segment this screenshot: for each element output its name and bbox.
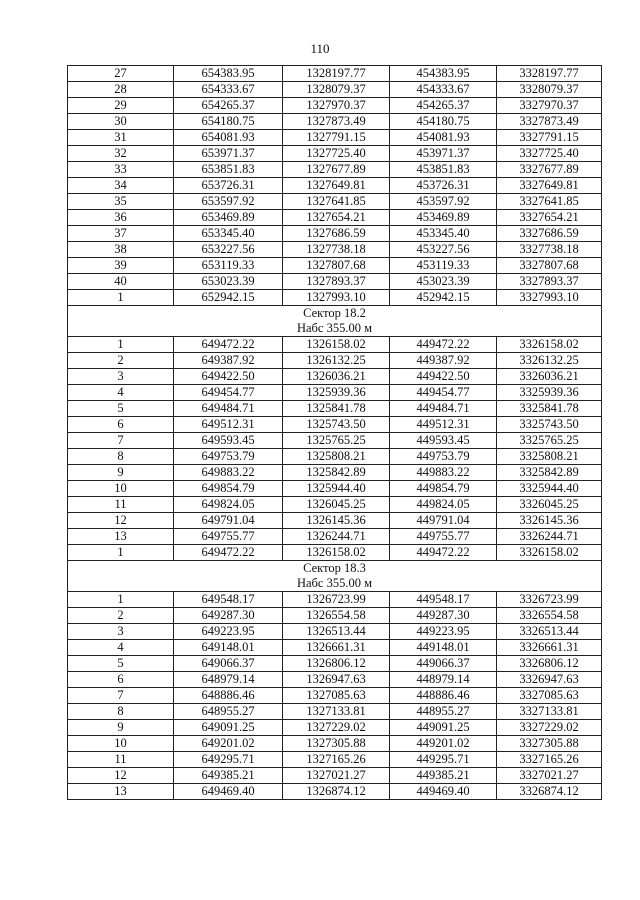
y-local-coordinate-cell: 3328079.37: [497, 82, 602, 98]
table-row: [68, 752, 602, 768]
table-row: [68, 353, 602, 369]
y-coordinate-cell: 1326158.02: [283, 337, 390, 353]
y-local-coordinate-cell: 3327649.81: [497, 178, 602, 194]
page-number: 110: [310, 41, 330, 56]
y-local-coordinate-cell: 3327677.89: [497, 162, 602, 178]
table-row: [68, 98, 602, 114]
y-coordinate-cell: 1327305.88: [283, 736, 390, 752]
y-local-coordinate-cell: 3326244.71: [497, 529, 602, 545]
sector-elevation-row: [68, 321, 602, 337]
x-coordinate-cell: 653227.56: [174, 242, 283, 258]
table-row: [68, 529, 602, 545]
x-coordinate-cell: 649472.22: [174, 337, 283, 353]
y-coordinate-cell: 1326244.71: [283, 529, 390, 545]
x-local-coordinate-cell: 448886.46: [390, 688, 497, 704]
x-coordinate-cell: 653345.40: [174, 226, 283, 242]
y-local-coordinate-cell: 3326036.21: [497, 369, 602, 385]
table-row: [68, 465, 602, 481]
x-local-coordinate-cell: 449385.21: [390, 768, 497, 784]
x-local-coordinate-cell: 449883.22: [390, 465, 497, 481]
point-number-cell: 5: [68, 656, 174, 672]
sector-elevation-row: [68, 576, 602, 592]
y-local-coordinate-cell: 3326045.25: [497, 497, 602, 513]
x-local-coordinate-cell: 449148.01: [390, 640, 497, 656]
point-number-cell: 9: [68, 720, 174, 736]
table-row: [68, 194, 602, 210]
x-coordinate-cell: 649223.95: [174, 624, 283, 640]
y-coordinate-cell: 1325842.89: [283, 465, 390, 481]
point-number-cell: 8: [68, 704, 174, 720]
x-coordinate-cell: 649593.45: [174, 433, 283, 449]
y-local-coordinate-cell: 3327085.63: [497, 688, 602, 704]
x-coordinate-cell: 649854.79: [174, 481, 283, 497]
x-local-coordinate-cell: 449593.45: [390, 433, 497, 449]
table-row: [68, 369, 602, 385]
point-number-cell: 13: [68, 784, 174, 800]
y-coordinate-cell: 1325765.25: [283, 433, 390, 449]
y-coordinate-cell: 1327993.10: [283, 290, 390, 306]
point-number-cell: 32: [68, 146, 174, 162]
y-coordinate-cell: 1327873.49: [283, 114, 390, 130]
x-local-coordinate-cell: 449548.17: [390, 592, 497, 608]
point-number-cell: 36: [68, 210, 174, 226]
x-coordinate-cell: 649385.21: [174, 768, 283, 784]
point-number-cell: 4: [68, 385, 174, 401]
table-row: [68, 290, 602, 306]
y-coordinate-cell: 1327970.37: [283, 98, 390, 114]
table-row: [68, 688, 602, 704]
y-coordinate-cell: 1327677.89: [283, 162, 390, 178]
sector-title-row: [68, 306, 602, 322]
x-local-coordinate-cell: 449755.77: [390, 529, 497, 545]
table-row: [68, 704, 602, 720]
table-row: [68, 66, 602, 82]
point-number-cell: 1: [68, 592, 174, 608]
point-number-cell: 6: [68, 417, 174, 433]
point-number-cell: 27: [68, 66, 174, 82]
point-number-cell: 33: [68, 162, 174, 178]
y-local-coordinate-cell: 3327993.10: [497, 290, 602, 306]
y-local-coordinate-cell: 3327738.18: [497, 242, 602, 258]
table-row: [68, 513, 602, 529]
y-coordinate-cell: 1327165.26: [283, 752, 390, 768]
x-local-coordinate-cell: 449091.25: [390, 720, 497, 736]
point-number-cell: 28: [68, 82, 174, 98]
x-coordinate-cell: 653469.89: [174, 210, 283, 226]
y-local-coordinate-cell: 3327305.88: [497, 736, 602, 752]
point-number-cell: 7: [68, 433, 174, 449]
y-coordinate-cell: 1325939.36: [283, 385, 390, 401]
point-number-cell: 6: [68, 672, 174, 688]
y-local-coordinate-cell: 3327229.02: [497, 720, 602, 736]
y-local-coordinate-cell: 3327725.40: [497, 146, 602, 162]
table-row: [68, 497, 602, 513]
table-row: [68, 242, 602, 258]
x-local-coordinate-cell: 453597.92: [390, 194, 497, 210]
point-number-cell: 9: [68, 465, 174, 481]
x-coordinate-cell: 649512.31: [174, 417, 283, 433]
point-number-cell: 2: [68, 353, 174, 369]
x-local-coordinate-cell: 454383.95: [390, 66, 497, 82]
y-local-coordinate-cell: 3326145.36: [497, 513, 602, 529]
x-coordinate-cell: 653119.33: [174, 258, 283, 274]
point-number-cell: 3: [68, 624, 174, 640]
point-number-cell: 35: [68, 194, 174, 210]
y-local-coordinate-cell: 3326513.44: [497, 624, 602, 640]
table-row: [68, 258, 602, 274]
point-number-cell: 3: [68, 369, 174, 385]
x-coordinate-cell: 649201.02: [174, 736, 283, 752]
x-local-coordinate-cell: 449824.05: [390, 497, 497, 513]
x-local-coordinate-cell: 449753.79: [390, 449, 497, 465]
y-local-coordinate-cell: 3326661.31: [497, 640, 602, 656]
y-coordinate-cell: 1325743.50: [283, 417, 390, 433]
y-local-coordinate-cell: 3327873.49: [497, 114, 602, 130]
point-number-cell: 29: [68, 98, 174, 114]
point-number-cell: 8: [68, 449, 174, 465]
y-coordinate-cell: 1327641.85: [283, 194, 390, 210]
y-local-coordinate-cell: 3325944.40: [497, 481, 602, 497]
y-coordinate-cell: 1327738.18: [283, 242, 390, 258]
x-local-coordinate-cell: 449512.31: [390, 417, 497, 433]
y-local-coordinate-cell: 3326947.63: [497, 672, 602, 688]
y-local-coordinate-cell: 3327807.68: [497, 258, 602, 274]
x-local-coordinate-cell: 453469.89: [390, 210, 497, 226]
y-local-coordinate-cell: 3325841.78: [497, 401, 602, 417]
x-coordinate-cell: 649791.04: [174, 513, 283, 529]
x-coordinate-cell: 652942.15: [174, 290, 283, 306]
x-coordinate-cell: 649148.01: [174, 640, 283, 656]
x-coordinate-cell: 649484.71: [174, 401, 283, 417]
x-local-coordinate-cell: 453851.83: [390, 162, 497, 178]
x-local-coordinate-cell: 449295.71: [390, 752, 497, 768]
sector-elevation: Набс 355.00 м: [68, 321, 602, 337]
y-local-coordinate-cell: 3326806.12: [497, 656, 602, 672]
x-local-coordinate-cell: 449472.22: [390, 337, 497, 353]
y-coordinate-cell: 1327686.59: [283, 226, 390, 242]
point-number-cell: 10: [68, 481, 174, 497]
y-local-coordinate-cell: 3327893.37: [497, 274, 602, 290]
y-local-coordinate-cell: 3327641.85: [497, 194, 602, 210]
y-coordinate-cell: 1326806.12: [283, 656, 390, 672]
y-coordinate-cell: 1327229.02: [283, 720, 390, 736]
table-row: [68, 672, 602, 688]
sector-title: Сектор 18.2: [68, 306, 602, 322]
x-local-coordinate-cell: 449472.22: [390, 545, 497, 561]
y-local-coordinate-cell: 3326158.02: [497, 545, 602, 561]
y-coordinate-cell: 1327807.68: [283, 258, 390, 274]
x-local-coordinate-cell: 454333.67: [390, 82, 497, 98]
x-coordinate-cell: 649824.05: [174, 497, 283, 513]
y-coordinate-cell: 1325808.21: [283, 449, 390, 465]
coordinates-table: [67, 65, 602, 800]
table-row: [68, 82, 602, 98]
table-row: [68, 481, 602, 497]
point-number-cell: 7: [68, 688, 174, 704]
y-local-coordinate-cell: 3325765.25: [497, 433, 602, 449]
table-row: [68, 274, 602, 290]
x-coordinate-cell: 654180.75: [174, 114, 283, 130]
y-local-coordinate-cell: 3325743.50: [497, 417, 602, 433]
table-row: [68, 768, 602, 784]
point-number-cell: 1: [68, 545, 174, 561]
x-local-coordinate-cell: 453971.37: [390, 146, 497, 162]
x-coordinate-cell: 653023.39: [174, 274, 283, 290]
x-coordinate-cell: 653971.37: [174, 146, 283, 162]
x-local-coordinate-cell: 454180.75: [390, 114, 497, 130]
y-coordinate-cell: 1327893.37: [283, 274, 390, 290]
sector-title-row: [68, 561, 602, 577]
table-row: [68, 433, 602, 449]
x-local-coordinate-cell: 449469.40: [390, 784, 497, 800]
x-coordinate-cell: 653851.83: [174, 162, 283, 178]
x-local-coordinate-cell: 449854.79: [390, 481, 497, 497]
point-number-cell: 31: [68, 130, 174, 146]
x-coordinate-cell: 653726.31: [174, 178, 283, 194]
x-coordinate-cell: 648886.46: [174, 688, 283, 704]
table-row: [68, 608, 602, 624]
y-coordinate-cell: 1326661.31: [283, 640, 390, 656]
point-number-cell: 12: [68, 768, 174, 784]
y-local-coordinate-cell: 3327791.15: [497, 130, 602, 146]
y-coordinate-cell: 1326132.25: [283, 353, 390, 369]
y-coordinate-cell: 1327133.81: [283, 704, 390, 720]
point-number-cell: 40: [68, 274, 174, 290]
point-number-cell: 12: [68, 513, 174, 529]
table-row: [68, 640, 602, 656]
table-row: [68, 417, 602, 433]
table-row: [68, 624, 602, 640]
x-local-coordinate-cell: 449066.37: [390, 656, 497, 672]
table-row: [68, 720, 602, 736]
coordinates-table-body: [68, 66, 602, 800]
y-coordinate-cell: 1326554.58: [283, 608, 390, 624]
y-coordinate-cell: 1325944.40: [283, 481, 390, 497]
point-number-cell: 4: [68, 640, 174, 656]
x-local-coordinate-cell: 449287.30: [390, 608, 497, 624]
point-number-cell: 34: [68, 178, 174, 194]
y-coordinate-cell: 1327791.15: [283, 130, 390, 146]
sector-title: Сектор 18.3: [68, 561, 602, 577]
x-local-coordinate-cell: 453023.39: [390, 274, 497, 290]
y-coordinate-cell: 1326723.99: [283, 592, 390, 608]
y-coordinate-cell: 1326145.36: [283, 513, 390, 529]
table-row: [68, 736, 602, 752]
x-coordinate-cell: 654383.95: [174, 66, 283, 82]
table-row: [68, 449, 602, 465]
x-coordinate-cell: 654081.93: [174, 130, 283, 146]
y-coordinate-cell: 1326158.02: [283, 545, 390, 561]
x-coordinate-cell: 654265.37: [174, 98, 283, 114]
x-local-coordinate-cell: 453227.56: [390, 242, 497, 258]
point-number-cell: 39: [68, 258, 174, 274]
x-local-coordinate-cell: 448955.27: [390, 704, 497, 720]
y-coordinate-cell: 1326036.21: [283, 369, 390, 385]
x-local-coordinate-cell: 449791.04: [390, 513, 497, 529]
y-coordinate-cell: 1327021.27: [283, 768, 390, 784]
table-row: [68, 226, 602, 242]
x-local-coordinate-cell: 448979.14: [390, 672, 497, 688]
x-coordinate-cell: 649066.37: [174, 656, 283, 672]
y-local-coordinate-cell: 3327970.37: [497, 98, 602, 114]
point-number-cell: 2: [68, 608, 174, 624]
point-number-cell: 38: [68, 242, 174, 258]
y-local-coordinate-cell: 3327686.59: [497, 226, 602, 242]
point-number-cell: 5: [68, 401, 174, 417]
y-local-coordinate-cell: 3325842.89: [497, 465, 602, 481]
y-local-coordinate-cell: 3326132.25: [497, 353, 602, 369]
x-coordinate-cell: 649472.22: [174, 545, 283, 561]
y-coordinate-cell: 1326045.25: [283, 497, 390, 513]
x-coordinate-cell: 649454.77: [174, 385, 283, 401]
x-local-coordinate-cell: 452942.15: [390, 290, 497, 306]
point-number-cell: 1: [68, 290, 174, 306]
y-coordinate-cell: 1327085.63: [283, 688, 390, 704]
x-local-coordinate-cell: 449223.95: [390, 624, 497, 640]
table-row: [68, 545, 602, 561]
x-coordinate-cell: 648979.14: [174, 672, 283, 688]
x-coordinate-cell: 654333.67: [174, 82, 283, 98]
y-local-coordinate-cell: 3326554.58: [497, 608, 602, 624]
table-row: [68, 592, 602, 608]
table-row: [68, 130, 602, 146]
table-row: [68, 385, 602, 401]
table-row: [68, 337, 602, 353]
y-coordinate-cell: 1327654.21: [283, 210, 390, 226]
table-row: [68, 162, 602, 178]
x-local-coordinate-cell: 454081.93: [390, 130, 497, 146]
table-row: [68, 114, 602, 130]
y-local-coordinate-cell: 3325808.21: [497, 449, 602, 465]
x-coordinate-cell: 649755.77: [174, 529, 283, 545]
table-row: [68, 784, 602, 800]
y-coordinate-cell: 1325841.78: [283, 401, 390, 417]
y-local-coordinate-cell: 3326158.02: [497, 337, 602, 353]
table-row: [68, 178, 602, 194]
x-local-coordinate-cell: 453345.40: [390, 226, 497, 242]
table-row: [68, 401, 602, 417]
point-number-cell: 11: [68, 497, 174, 513]
x-local-coordinate-cell: 449422.50: [390, 369, 497, 385]
point-number-cell: 1: [68, 337, 174, 353]
y-local-coordinate-cell: 3326723.99: [497, 592, 602, 608]
x-coordinate-cell: 653597.92: [174, 194, 283, 210]
x-coordinate-cell: 649295.71: [174, 752, 283, 768]
y-local-coordinate-cell: 3328197.77: [497, 66, 602, 82]
x-local-coordinate-cell: 449387.92: [390, 353, 497, 369]
point-number-cell: 37: [68, 226, 174, 242]
x-coordinate-cell: 649548.17: [174, 592, 283, 608]
x-local-coordinate-cell: 454265.37: [390, 98, 497, 114]
point-number-cell: 30: [68, 114, 174, 130]
point-number-cell: 13: [68, 529, 174, 545]
x-coordinate-cell: 649422.50: [174, 369, 283, 385]
point-number-cell: 11: [68, 752, 174, 768]
table-row: [68, 146, 602, 162]
y-coordinate-cell: 1328197.77: [283, 66, 390, 82]
x-coordinate-cell: 649753.79: [174, 449, 283, 465]
y-local-coordinate-cell: 3327021.27: [497, 768, 602, 784]
x-coordinate-cell: 649387.92: [174, 353, 283, 369]
y-coordinate-cell: 1327649.81: [283, 178, 390, 194]
y-local-coordinate-cell: 3327133.81: [497, 704, 602, 720]
x-coordinate-cell: 649469.40: [174, 784, 283, 800]
x-local-coordinate-cell: 449201.02: [390, 736, 497, 752]
table-row: [68, 210, 602, 226]
y-coordinate-cell: 1328079.37: [283, 82, 390, 98]
x-coordinate-cell: 648955.27: [174, 704, 283, 720]
x-coordinate-cell: 649883.22: [174, 465, 283, 481]
y-local-coordinate-cell: 3326874.12: [497, 784, 602, 800]
y-coordinate-cell: 1327725.40: [283, 146, 390, 162]
y-coordinate-cell: 1326513.44: [283, 624, 390, 640]
table-row: [68, 656, 602, 672]
x-coordinate-cell: 649091.25: [174, 720, 283, 736]
y-local-coordinate-cell: 3327654.21: [497, 210, 602, 226]
x-local-coordinate-cell: 453726.31: [390, 178, 497, 194]
sector-elevation: Набс 355.00 м: [68, 576, 602, 592]
point-number-cell: 10: [68, 736, 174, 752]
y-coordinate-cell: 1326947.63: [283, 672, 390, 688]
x-coordinate-cell: 649287.30: [174, 608, 283, 624]
x-local-coordinate-cell: 449454.77: [390, 385, 497, 401]
y-local-coordinate-cell: 3327165.26: [497, 752, 602, 768]
x-local-coordinate-cell: 453119.33: [390, 258, 497, 274]
x-local-coordinate-cell: 449484.71: [390, 401, 497, 417]
y-coordinate-cell: 1326874.12: [283, 784, 390, 800]
y-local-coordinate-cell: 3325939.36: [497, 385, 602, 401]
